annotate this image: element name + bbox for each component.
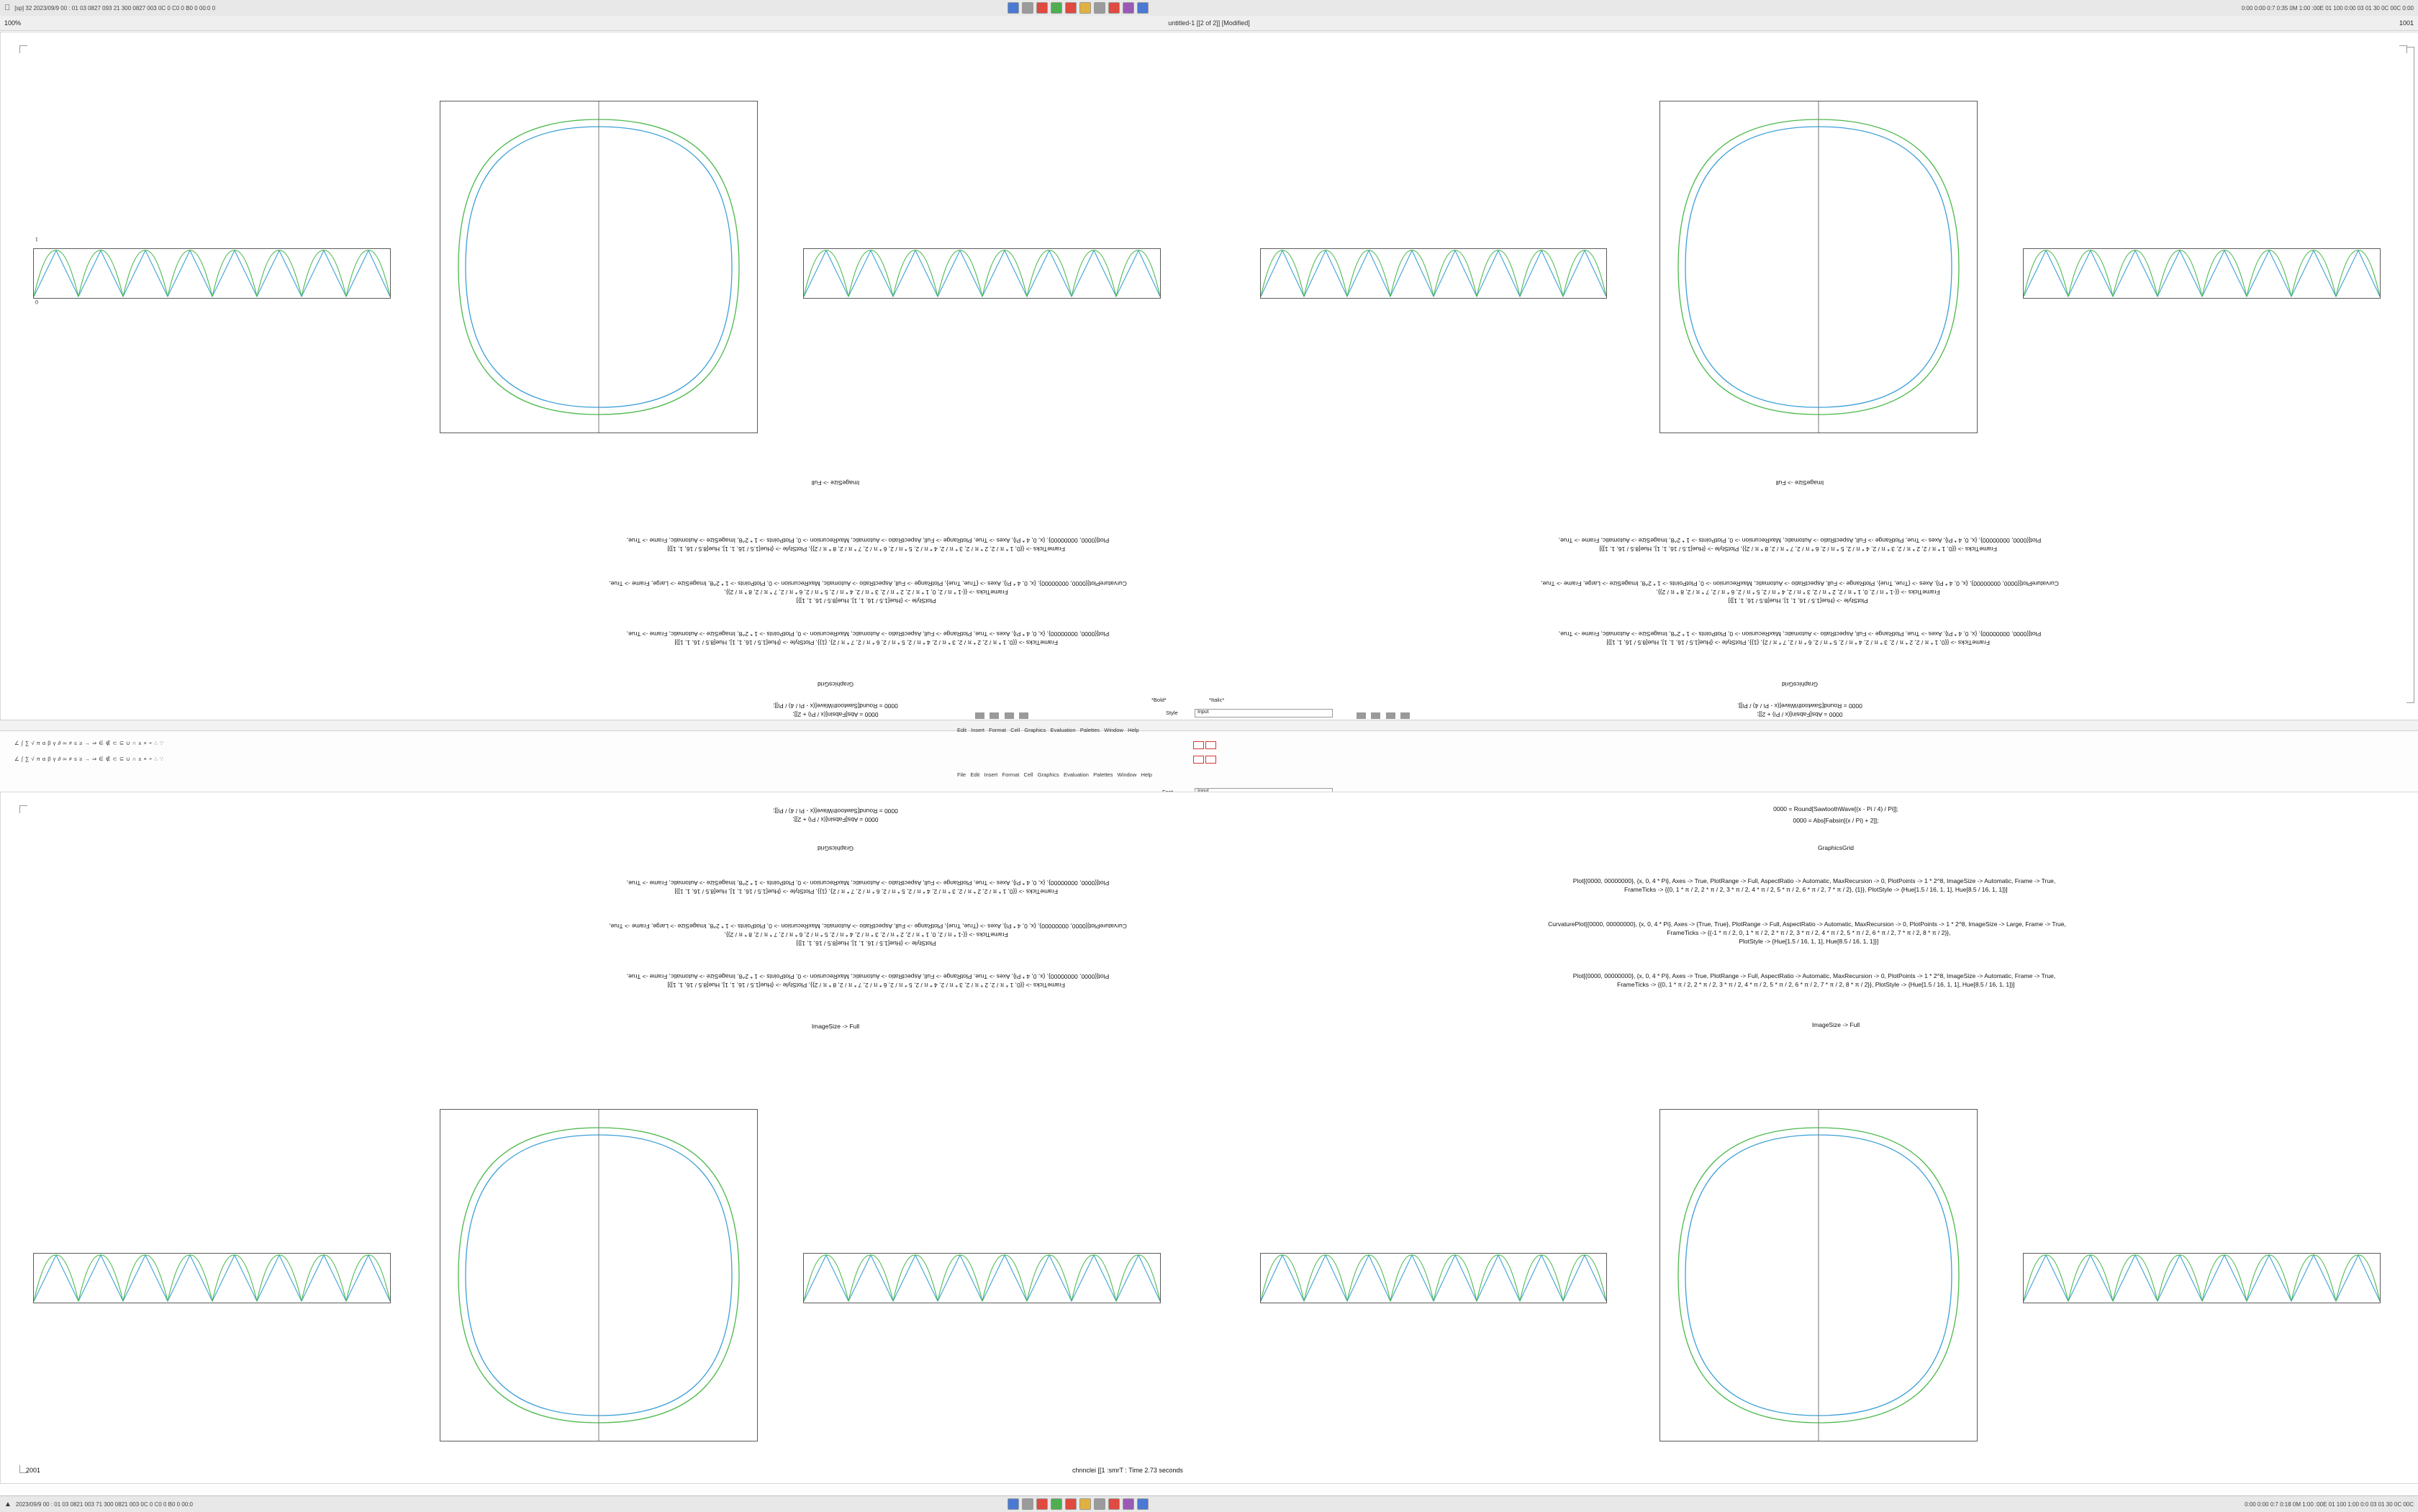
- dock2-icon-2[interactable]: [1022, 1498, 1033, 1510]
- code-line-topr-3: CurvaturePlot[{0000, 00000000}, {x, 0, 4 * Pi}, Axes -> {True, True}, PlotRange -> Full, AspectRatio -> Automatic, MaxRecursion -> 0, PlotPoints -> 1 * 2^8, ImageSize -> Large, Frame -> True,: [1541, 580, 2059, 587]
- code-line-topr-4: FrameTicks -> {{-1 * π / 2, 0, 1 * π / 2, 2 * π / 2, 3 * π / 2, 4 * π / 2, 5 * π / 2, 6 * π / 2, 7 * π / 2, 8 * π / 2}},: [1656, 589, 1944, 596]
- plot-triangle-5[interactable]: [33, 1253, 391, 1303]
- os-top-bar-left: [0, 4, 215, 12]
- style-swatch-group-top[interactable]: [975, 710, 1031, 723]
- window-page-label: 1001: [2399, 19, 2414, 27]
- pane2-corner-topleft-icon: [19, 805, 27, 813]
- highlight-swatch-3[interactable]: [1193, 756, 1204, 764]
- notebook-pane-bottom[interactable]: [0, 792, 2418, 1484]
- window-title: untitled-1 [[2 of 2]] [Modified]: [1168, 19, 1250, 27]
- plot-triangle-7[interactable]: [1260, 1253, 1607, 1303]
- rcode-label-imagesize: ImageSize -> Full: [1811, 1021, 1860, 1028]
- code-line-topr-7: FrameTicks -> {{0, 1 * π / 2, 2 * π / 2, 3 * π / 2, 4 * π / 2, 5 * π / 2, 6 * π / 2, 7 * π / 2}, {1}}, PlotStyle -> {Hue[1.5 / 16, 1, 1], Hue[8.5 / 16, 1, 1]}]: [1606, 639, 1993, 646]
- plot-triangle-2-svg: [804, 249, 1160, 298]
- bcode-line-1: 0000 = Round[SawtoothWave[(x - Pi / 4) / Pi]];: [773, 807, 898, 815]
- os-bottom-bar-right-text: 0:00 0:00 0:7 0:18 0M 1:00 :00E 01 100 1:00 0:0 03 01 30 0C 00C: [2245, 1500, 2414, 1508]
- plot-triangle-4[interactable]: [2023, 248, 2381, 299]
- plot-triangle-1-svg: [34, 249, 390, 298]
- dock-icon-3[interactable]: [1036, 2, 1048, 14]
- output-label-graphicsgrid-top: GraphicsGrid: [817, 681, 854, 688]
- dock-icon-2[interactable]: [1022, 2, 1033, 14]
- dock-icon-6[interactable]: [1079, 2, 1091, 14]
- code-line-topr-2: FrameTicks -> {{0, 1 * π / 2, 2 * π / 2, 3 * π / 2, 4 * π / 2, 5 * π / 2, 6 * π / 2, 7 * π / 2, 8 * π / 2}}, PlotStyle -> {Hue[1.5 / 16, 1, 1], Hue[8.5 / 16, 1, 1]}]: [1599, 546, 2001, 553]
- rcode-line-6: FrameTicks -> {{-1 * π / 2, 0, 1 * π / 2, 2 * π / 2, 3 * π / 2, 4 * π / 2, 5 * π / 2, 6 * π / 2, 7 * π / 2, 8 * π / 2}},: [1663, 929, 1951, 936]
- dock2-icon-5[interactable]: [1065, 1498, 1077, 1510]
- notebook-pane-top[interactable]: [0, 32, 2418, 724]
- dock2-icon-1[interactable]: [1008, 1498, 1019, 1510]
- italic-label-top[interactable]: *Italic*: [1209, 697, 1225, 703]
- plot1-ytick-top: 1: [35, 236, 38, 243]
- style-swatch-8[interactable]: [1400, 712, 1410, 719]
- plot-triangle-6[interactable]: [803, 1253, 1161, 1303]
- style-swatch-5[interactable]: [1357, 712, 1366, 719]
- style-swatch-group-top-2[interactable]: [1357, 710, 1412, 723]
- code-line-topr-9: 0000 = Abs[Fabsin[(x / Pi) + 2]];: [1757, 711, 1843, 718]
- rcode-line-4: FrameTicks -> {{0, 1 * π / 2, 2 * π / 2, 3 * π / 2, 4 * π / 2, 5 * π / 2, 6 * π / 2, 7 * π / 2}, {1}}, PlotStyle -> {Hue[1.5 / 16, 1, 1], Hue[8.5 / 16, 1, 1]}]: [1621, 886, 2008, 893]
- palette-glyph-row-1[interactable]: ∠ ∫ ∑ √ π α β γ ∂ ∞ ≠ ≤ ≥ → ⇒ ∈ ∉ ⊂ ⊆ ∪ ∩ ± × ÷ ∴ ∵: [14, 740, 164, 746]
- plot-triangle-3-svg: [1261, 249, 1606, 298]
- plot-squircle-1-svg: [440, 101, 757, 433]
- dock-icon-5[interactable]: [1065, 2, 1077, 14]
- rcode-line-5: CurvaturePlot[{0000, 00000000}, {x, 0, 4 * Pi}, Axes -> {True, True}, PlotRange -> Full, AspectRatio -> Automatic, MaxRecursion -> 0, PlotPoints -> 1 * 2^8, ImageSize -> Large, Frame -> True,: [1548, 920, 2066, 928]
- os-bottom-dock: [1008, 1498, 1149, 1510]
- style-swatch-3[interactable]: [1005, 712, 1014, 719]
- plot-triangle-2[interactable]: [803, 248, 1161, 299]
- output-label-graphicsgrid-top-r: GraphicsGrid: [1781, 681, 1819, 688]
- bcode-line-7: PlotStyle -> {Hue[1.5 / 16, 1, 1], Hue[8.5 / 16, 1, 1]}]: [796, 940, 940, 947]
- code-line-top-6: Plot[{0000, 00000000}, {x, 0, 4 * Pi}, Axes -> True, PlotRange -> Full, AspectRatio -> Automatic, MaxRecursion -> 0, PlotPoints -> 1 * 2^8, ImageSize -> Automatic, Frame -> True,: [626, 630, 1110, 638]
- dock-icon-10[interactable]: [1137, 2, 1149, 14]
- code-line-topr-6: Plot[{0000, 00000000}, {x, 0, 4 * Pi}, Axes -> True, PlotRange -> Full, AspectRatio -> Automatic, MaxRecursion -> 0, PlotPoints -> 1 * 2^8, ImageSize -> Automatic, Frame -> True,: [1558, 630, 2042, 638]
- code-line-topr-5: PlotStyle -> {Hue[1.5 / 16, 1, 1], Hue[8.5 / 16, 1, 1]}]: [1728, 597, 1872, 605]
- cell-bracket-outer[interactable]: [2406, 47, 2414, 703]
- bcode-line-9: FrameTicks -> {{0, 1 * π / 2, 2 * π / 2, 3 * π / 2, 4 * π / 2, 5 * π / 2, 6 * π / 2, 7 * π / 2, 8 * π / 2}}, PlotStyle -> {Hue[1.5 / 16, 1, 1], Hue[8.5 / 16, 1, 1]}]: [667, 982, 1069, 989]
- code-line-top-7: FrameTicks -> {{0, 1 * π / 2, 2 * π / 2, 3 * π / 2, 4 * π / 2, 5 * π / 2, 6 * π / 2, 7 * π / 2}, {1}}, PlotStyle -> {Hue[1.5 / 16, 1, 1], Hue[8.5 / 16, 1, 1]}]: [674, 639, 1061, 646]
- style-swatch-7[interactable]: [1386, 712, 1395, 719]
- page-number-bottom: 2001: [26, 1467, 41, 1474]
- dock-icon-7[interactable]: [1094, 2, 1105, 14]
- code-line-top-1: Plot[{0000, 00000000}, {x, 0, 4 * Pi}, Axes -> True, PlotRange -> Full, AspectRatio -> Automatic, MaxRecursion -> 0, PlotPoints -> 1 * 2^8, ImageSize -> Automatic, Frame -> True,: [626, 537, 1110, 544]
- apple-menu-icon[interactable]: [4, 4, 10, 12]
- os-top-bar-left-text: [sp] 32 2023/09/9 00 : 01 03 0827 093 21 300 0827 003 0C 0 C0 0 B0 0 00:0 0: [9, 4, 209, 12]
- bold-label-top[interactable]: *Bold*: [1151, 697, 1167, 703]
- code-line-top-2: FrameTicks -> {{0, 1 * π / 2, 2 * π / 2, 3 * π / 2, 4 * π / 2, 5 * π / 2, 6 * π / 2, 7 * π / 2, 8 * π / 2}}, PlotStyle -> {Hue[1.5 / 16, 1, 1], Hue[8.5 / 16, 1, 1]}]: [667, 546, 1069, 553]
- os-bottom-bar-left: [0, 1500, 193, 1508]
- plot-triangle-7-svg: [1261, 1254, 1606, 1303]
- bcode-line-4: FrameTicks -> {{0, 1 * π / 2, 2 * π / 2, 3 * π / 2, 4 * π / 2, 5 * π / 2, 6 * π / 2, 7 * π / 2}, {1}}, PlotStyle -> {Hue[1.5 / 16, 1, 1], Hue[8.5 / 16, 1, 1]}]: [674, 888, 1061, 895]
- plot-triangle-4-svg: [2024, 249, 2380, 298]
- bcode-line-3: Plot[{0000, 00000000}, {x, 0, 4 * Pi}, Axes -> True, PlotRange -> Full, AspectRatio -> Automatic, MaxRecursion -> 0, PlotPoints -> 1 * 2^8, ImageSize -> Automatic, Frame -> True,: [626, 879, 1110, 887]
- plot-squircle-1[interactable]: [440, 101, 758, 433]
- highlight-swatch-2[interactable]: [1205, 741, 1216, 749]
- dock-icon-9[interactable]: [1123, 2, 1134, 14]
- os-top-bar: [0, 0, 2418, 17]
- dock-icon-4[interactable]: [1051, 2, 1062, 14]
- os-top-bar-right: [2242, 5, 2414, 12]
- bcode-line-2: 0000 = Abs[Fabsin[(x / Pi) + 2]];: [792, 816, 879, 823]
- plot-squircle-3[interactable]: [440, 1109, 758, 1441]
- plot-triangle-3[interactable]: [1260, 248, 1607, 299]
- code-line-top-5: PlotStyle -> {Hue[1.5 / 16, 1, 1], Hue[8.5 / 16, 1, 1]}]: [796, 597, 940, 605]
- style-swatch-6[interactable]: [1371, 712, 1380, 719]
- rcode-line-1: 0000 = Round[SawtoothWave[(x - Pi / 4) / Pi]];: [1773, 805, 1898, 812]
- code-line-top-3: CurvaturePlot[{0000, 00000000}, {x, 0, 4 * Pi}, Axes -> {True, True}, PlotRange -> Full, AspectRatio -> Automatic, MaxRecursion -> 0, PlotPoints -> 1 * 2^8, ImageSize -> Large, Frame -> True,: [609, 580, 1127, 587]
- code-line-top-9: 0000 = Abs[Fabsin[(x / Pi) + 2]];: [792, 711, 879, 718]
- dock2-icon-4[interactable]: [1051, 1498, 1062, 1510]
- output-label-imagesize-top: ImageSize -> Full: [811, 479, 860, 486]
- rcode-line-3: Plot[{0000, 00000000}, {x, 0, 4 * Pi}, Axes -> True, PlotRange -> Full, AspectRatio -> Automatic, MaxRecursion -> 0, PlotPoints -> 1 * 2^8, ImageSize -> Automatic, Frame -> True,: [1572, 877, 2056, 884]
- plot-squircle-2-svg: [1660, 101, 1977, 433]
- rcode-line-7: PlotStyle -> {Hue[1.5 / 16, 1, 1], Hue[8.5 / 16, 1, 1]}]: [1735, 938, 1879, 945]
- dock2-icon-3[interactable]: [1036, 1498, 1048, 1510]
- dock-icon-8[interactable]: [1108, 2, 1120, 14]
- style-swatch-1[interactable]: [975, 712, 984, 719]
- style-swatch-2[interactable]: [990, 712, 999, 719]
- dock-icon-1[interactable]: [1008, 2, 1019, 14]
- plot-squircle-2[interactable]: [1659, 101, 1978, 433]
- menu-row-2[interactable]: File Edit Insert Format Cell Graphics Evaluation Palettes Window Help: [957, 771, 1152, 778]
- plot-triangle-8-svg: [2024, 1254, 2380, 1303]
- code-line-top-8: 0000 = Round[SawtoothWave[(x - Pi / 4) / Pi]];: [773, 702, 898, 710]
- style-select-value-top: Input: [1197, 710, 1209, 715]
- os-bottom-bar-right: [2245, 1501, 2414, 1508]
- os-top-bar-dock: [1008, 2, 1149, 14]
- menu-chevron-icon[interactable]: ▲: [4, 1500, 12, 1508]
- toolbar-strip-1: [0, 720, 2418, 731]
- dock2-icon-8[interactable]: [1108, 1498, 1120, 1510]
- rcode-line-8: Plot[{0000, 00000000}, {x, 0, 4 * Pi}, Axes -> True, PlotRange -> Full, AspectRatio -> Automatic, MaxRecursion -> 0, PlotPoints -> 1 * 2^8, ImageSize -> Automatic, Frame -> True,: [1572, 972, 2056, 979]
- bcode-line-5: CurvaturePlot[{0000, 00000000}, {x, 0, 4 * Pi}, Axes -> {True, True}, PlotRange -> Full, AspectRatio -> Automatic, MaxRecursion -> 0, PlotPoints -> 1 * 2^8, ImageSize -> Large, Frame -> True,: [609, 923, 1127, 930]
- plot-squircle-4[interactable]: [1659, 1109, 1978, 1441]
- palette-glyph-row-2[interactable]: ∠ ∫ ∑ √ π α β γ ∂ ∞ ≠ ≤ ≥ → ⇒ ∈ ∉ ⊂ ⊆ ∪ ∩ ± × ÷ ∴ ∵: [14, 756, 164, 762]
- dock2-icon-6[interactable]: [1079, 1498, 1091, 1510]
- bcode-line-6: FrameTicks -> {{-1 * π / 2, 0, 1 * π / 2, 2 * π / 2, 3 * π / 2, 4 * π / 2, 5 * π / 2, 6 * π / 2, 7 * π / 2, 8 * π / 2}},: [724, 931, 1012, 938]
- bcode-label-imagesize-2: ImageSize -> Full: [811, 1023, 860, 1030]
- menu-row-1[interactable]: Edit Insert Format Cell Graphics Evaluation Palettes Window Help: [957, 727, 1139, 733]
- bcode-label-graphicsgrid: GraphicsGrid: [817, 845, 854, 852]
- bcode-line-8: Plot[{0000, 00000000}, {x, 0, 4 * Pi}, Axes -> True, PlotRange -> Full, AspectRatio -> Automatic, MaxRecursion -> 0, PlotPoints -> 1 * 2^8, ImageSize -> Automatic, Frame -> True,: [626, 973, 1110, 980]
- plot-squircle-4-svg: [1660, 1110, 1977, 1441]
- dock2-icon-7[interactable]: [1094, 1498, 1105, 1510]
- kernel-status-text: chnnclei [[1 :smrT : Time 2.73 seconds: [1072, 1467, 1183, 1474]
- rcode-line-9: FrameTicks -> {{0, 1 * π / 2, 2 * π / 2, 3 * π / 2, 4 * π / 2, 5 * π / 2, 6 * π / 2, 7 * π / 2, 8 * π / 2}}, PlotStyle -> {Hue[1.5 / 16, 1, 1], Hue[8.5 / 16, 1, 1]}]: [1613, 981, 2015, 988]
- dock2-icon-10[interactable]: [1137, 1498, 1149, 1510]
- plot-triangle-1[interactable]: [33, 248, 391, 299]
- highlight-swatch-1[interactable]: [1193, 741, 1204, 749]
- style-select-top[interactable]: [1195, 709, 1333, 717]
- pane-corner-topleft-icon: [19, 45, 27, 53]
- code-line-topr-8: 0000 = Round[SawtoothWave[(x - Pi / 4) / Pi]];: [1737, 702, 1862, 710]
- plot-triangle-8[interactable]: [2023, 1253, 2381, 1303]
- plot-triangle-6-svg: [804, 1254, 1160, 1303]
- rcode-line-2: 0000 = Abs[Fabsin[(x / Pi) + 2]];: [1793, 817, 1879, 824]
- plot-triangle-5-svg: [34, 1254, 390, 1303]
- window-title-bar[interactable]: [0, 16, 2418, 31]
- output-label-imagesize-top-r: ImageSize -> Full: [1775, 479, 1824, 486]
- code-line-top-4: FrameTicks -> {{-1 * π / 2, 0, 1 * π / 2, 2 * π / 2, 3 * π / 2, 4 * π / 2, 5 * π / 2, 6 * π / 2, 7 * π / 2, 8 * π / 2}},: [724, 589, 1012, 596]
- plot-squircle-3-svg: [440, 1110, 757, 1441]
- style-label-top: Style: [1166, 710, 1178, 716]
- window-zoom-label: 100%: [4, 19, 22, 27]
- os-top-bar-right-text: 0:00 0:00 0:7 0:35 0M 1:00 :00E 01 100 0:00 03 01 30 0C 00C 0:00: [2241, 4, 2414, 12]
- os-bottom-bar: [0, 1495, 2418, 1512]
- plot1-ytick-bottom: 0: [35, 299, 38, 305]
- rcode-label-graphicsgrid: GraphicsGrid: [1817, 844, 1855, 851]
- highlight-swatch-4[interactable]: [1205, 756, 1216, 764]
- code-line-topr-1: Plot[{0000, 00000000}, {x, 0, 4 * Pi}, Axes -> True, PlotRange -> Full, AspectRatio -> Automatic, MaxRecursion -> 0, PlotPoints -> 1 * 2^8, ImageSize -> Automatic, Frame -> True,: [1558, 537, 2042, 544]
- dock2-icon-9[interactable]: [1123, 1498, 1134, 1510]
- os-bottom-bar-left-text: 2023/09/9 00 : 01 03 0821 003 71 300 0821 003 0C 0 C0 0 B0 0 00:0: [15, 1500, 193, 1508]
- style-swatch-4[interactable]: [1019, 712, 1028, 719]
